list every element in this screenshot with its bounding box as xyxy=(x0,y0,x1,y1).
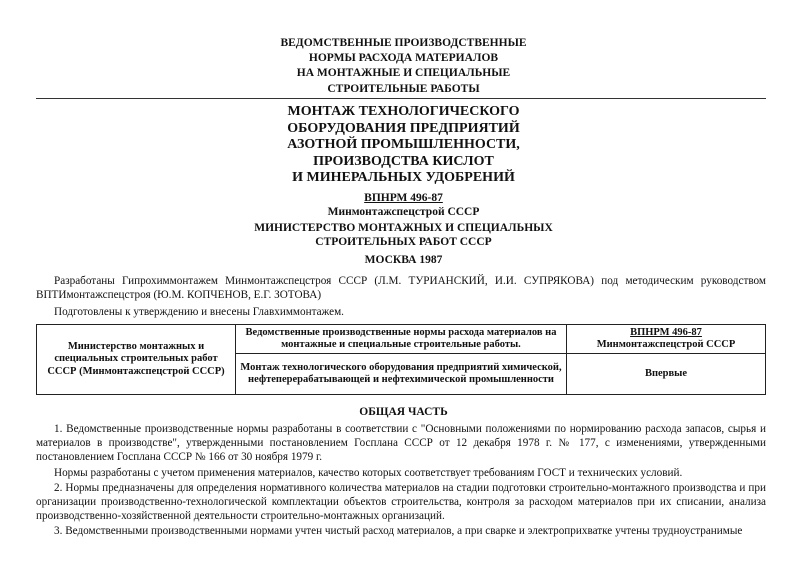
table-code: ВПНРМ 496-87 xyxy=(630,326,702,338)
table-status-cell: Впервые xyxy=(567,354,766,395)
header-line: НОРМЫ РАСХОДА МАТЕРИАЛОВ xyxy=(308,52,499,65)
table-subject-cell: Монтаж технологического оборудования предприятий химической, нефтеперерабатывающей и нефтехимической промышленности xyxy=(236,354,567,395)
title-line: ОБОРУДОВАНИЯ ПРЕДПРИЯТИЙ xyxy=(287,120,520,136)
table-code-cell xyxy=(567,325,766,354)
ministry-name xyxy=(0,221,807,249)
title-line: МОНТАЖ ТЕХНОЛОГИЧЕСКОГО xyxy=(287,104,520,119)
table-issuer: Минмонтажспецстрой СССР xyxy=(596,339,736,350)
paragraph-1: 1. Ведомственные производственные нормы разработаны в соответствии с "Основными положениями по нормированию расхода запасов, сырья и материалов в производстве", утвержденными постановлением Госплана СССР от 12 декабря 1978 г. № 177, с изменениями, утвержденными постановлением Госплана СССР № 166 от 30 ноября 1979 г. xyxy=(36,423,766,463)
header-divider xyxy=(36,98,766,99)
document-code: ВПНРМ 496-87 xyxy=(364,192,443,204)
document-code-block xyxy=(0,191,807,219)
table-ministry-cell: Министерство монтажных и специальных строительных работ СССР (Минмонтажспецстрой СССР) xyxy=(37,325,236,395)
city-year: МОСКВА 1987 xyxy=(364,254,443,266)
paragraph-norms-quality: Нормы разработаны с учетом применения материалов, качество которых соответствует требованиям ГОСТ и технических условий. xyxy=(54,467,683,479)
document-title xyxy=(0,104,807,187)
table-norms-title-cell: Ведомственные производственные нормы расхода материалов на монтажные и специальные строительные работы. xyxy=(236,325,567,354)
title-line: И МИНЕРАЛЬНЫХ УДОБРЕНИЙ xyxy=(292,170,515,186)
developed-paragraph: Разработаны Гипрохиммонтажем Минмонтажспецстроя СССР (Л.М. ТУРИАНСКИЙ, И.И. СУПРЯКОВА) под методическим руководством ВПТИмонтажспецстроя (Ю.М. КОПЧЕНОВ, Е.Г. ЗОТОВА) xyxy=(36,275,766,301)
title-line: АЗОТНОЙ ПРОМЫШЛЕННОСТИ, xyxy=(287,137,520,153)
section-title: ОБЩАЯ ЧАСТЬ xyxy=(359,406,448,418)
header-line: ВЕДОМСТВЕННЫЕ ПРОИЗВОДСТВЕННЫЕ xyxy=(280,37,527,49)
prepared-paragraph: Подготовлены к утверждению и внесены Главхиммонтажем. xyxy=(54,306,344,318)
header-line: НА МОНТАЖНЫЕ И СПЕЦИАЛЬНЫЕ xyxy=(296,67,511,80)
title-line: ПРОИЗВОДСТВА КИСЛОТ xyxy=(313,153,494,169)
ministry-line: СТРОИТЕЛЬНЫХ РАБОТ СССР xyxy=(315,236,492,248)
header-line: СТРОИТЕЛЬНЫЕ РАБОТЫ xyxy=(327,82,480,95)
document-header xyxy=(0,36,807,97)
paragraph-2: 2. Нормы предназначены для определения нормативного количества материалов на стадии подготовки строительно-монтажного производства и при организации производственно-технологической комплектации объектов строительства, контроля за расходом материалов при их списании, анализа производственно-хозяйственной деятельности строительно-монтажных организаций. xyxy=(36,482,766,522)
approval-table xyxy=(36,324,766,395)
paragraph-3: 3. Ведомственными производственными нормами учтен чистый расход материалов, а при сварке и электроприхватке учтены трудноустранимые xyxy=(54,525,743,537)
document-issuer: Минмонтажспецстрой СССР xyxy=(327,206,480,218)
ministry-line: МИНИСТЕРСТВО МОНТАЖНЫХ И СПЕЦИАЛЬНЫХ xyxy=(254,222,553,234)
